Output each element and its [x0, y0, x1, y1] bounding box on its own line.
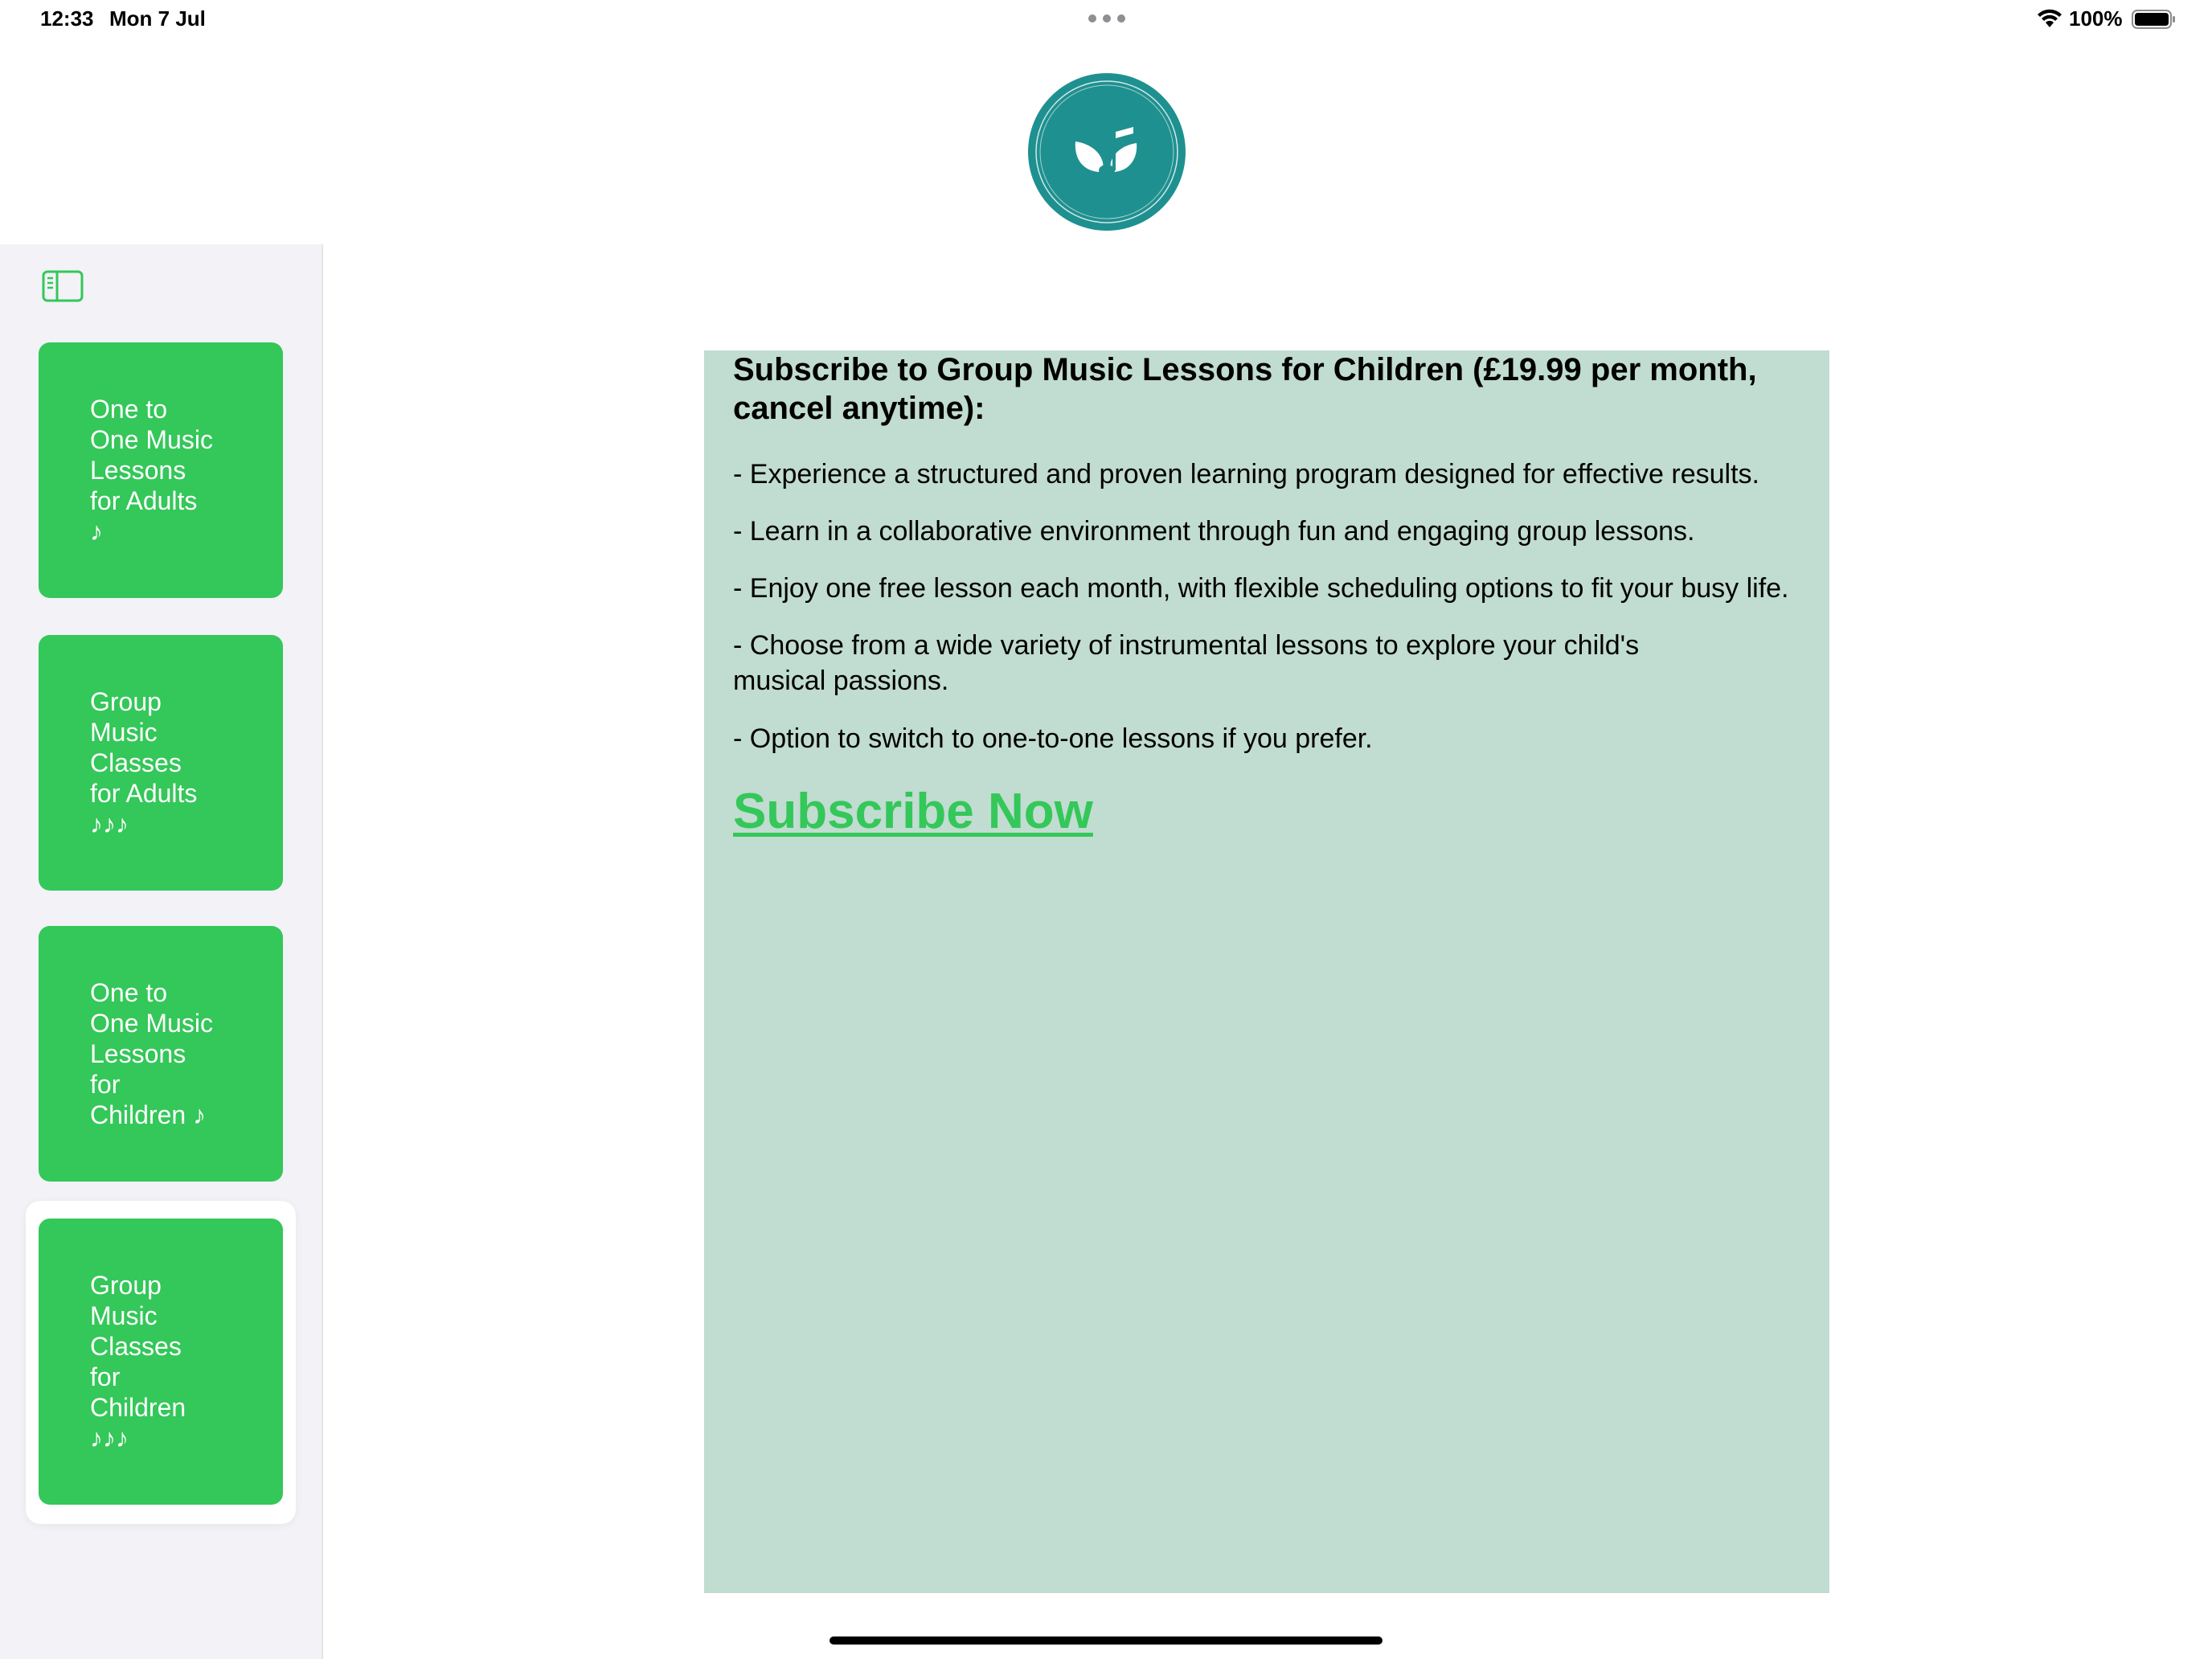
subscription-panel	[704, 350, 1829, 1593]
multitasking-dots-icon[interactable]	[1088, 14, 1125, 23]
benefit-item: - Choose from a wide variety of instrumental lessons to explore your child's musical passions.	[733, 630, 1640, 696]
status-bar	[0, 0, 2212, 40]
subscription-heading: Subscribe to Group Music Lessons for Children (£19.99 per month, cancel anytime):	[733, 352, 1757, 426]
sidebar-item-one-to-one-adults[interactable]: One to One Music Lessons for Adults ♪	[39, 342, 283, 598]
battery-full-icon	[2132, 10, 2177, 29]
sidebar-item-group-children[interactable]: Group Music Classes for Children ♪♪♪	[39, 1219, 283, 1505]
sidebar-item-one-to-one-children[interactable]: One to One Music Lessons for Children ♪	[39, 926, 283, 1182]
subscribe-now-link[interactable]: Subscribe Now	[733, 784, 1093, 839]
benefit-item: - Enjoy one free lesson each month, with flexible scheduling options to fit your busy life.	[733, 573, 1789, 604]
status-date: Mon 7 Jul	[109, 6, 206, 31]
sidebar-toggle-icon[interactable]	[42, 270, 84, 302]
benefit-item: - Option to switch to one-to-one lessons if you prefer.	[733, 723, 1373, 754]
sidebar-item-group-adults[interactable]: Group Music Classes for Adults ♪♪♪	[39, 635, 283, 891]
status-time: 12:33	[40, 6, 94, 31]
music-leaf-logo	[1027, 72, 1186, 231]
battery-percentage: 100%	[2069, 6, 2123, 31]
benefit-item: - Experience a structured and proven learning program designed for effective results.	[733, 459, 1759, 490]
wifi-icon	[2037, 8, 2062, 29]
home-indicator[interactable]	[830, 1636, 1382, 1645]
benefit-item: - Learn in a collaborative environment through fun and engaging group lessons.	[733, 516, 1695, 547]
